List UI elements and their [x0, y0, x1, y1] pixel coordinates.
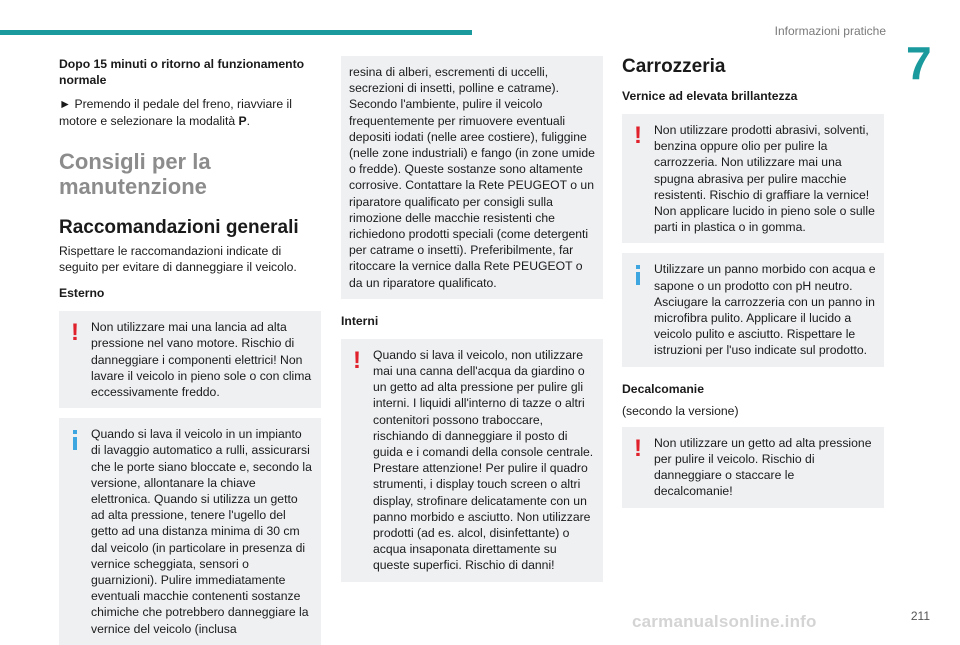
- warning-box-esterno: [59, 311, 321, 408]
- warning-icon: !: [71, 319, 79, 347]
- warning-text: Quando si lava il veicolo, non utilizzare mai una canna dell'acqua da giardino o un getto ad alta pressione per pulire gli interni. I liquidi all'interno di tazze o altri contenitori possono traboccare, rischiando di danneggiare il posto di guida e i comandi della console centrale. Prestare attenzione! Per pulire il quadro strumenti, i display touch screen o altri display, strofinare delicatamente con un panno morbido e asciutto. Non utilizzare prodotti (ad es. alcol, disinfettante) o acqua insaponata direttamente su queste superfici. Rischio di danni!: [373, 347, 594, 573]
- warning-icon: !: [634, 434, 642, 462]
- section-title: Informazioni pratiche: [774, 24, 886, 38]
- warning-text: Non utilizzare un getto ad alta pressione per pulire il veicolo. Rischio di danneggiare o staccare le decalcomanie!: [654, 435, 872, 499]
- after15-mode: P: [238, 113, 247, 128]
- after15-title: Dopo 15 minuti o ritorno al funzionamento normale: [59, 57, 305, 88]
- page-number: 211: [910, 609, 930, 623]
- warning-box-interni: [341, 339, 603, 582]
- decalcomanie-subtitle: (secondo la versione): [622, 403, 739, 418]
- interni-heading: Interni: [341, 313, 379, 328]
- warning-icon: !: [634, 122, 642, 149]
- warning-icon: !: [353, 346, 361, 374]
- warning-text: Non utilizzare prodotti abrasivi, solventi, benzina oppure olio per pulire la carrozzeria. Non utilizzare mai una spugna abrasiva per pulire macchie resistenti. Rischio di graffiare la vernice! Non applicare lucido in pieno sole o sulle parti in plastica o in gomma.: [654, 123, 875, 235]
- info-box-vernice: [622, 253, 884, 366]
- info-icon: [631, 265, 645, 285]
- info-box-continued: [341, 56, 603, 299]
- warning-box-decalcomanie: [622, 427, 884, 508]
- watermark: carmanualsonline.info: [632, 612, 817, 631]
- after15-text-body: ► Premendo il pedale del freno, riavviare il motore e selezionare la modalità: [59, 97, 292, 128]
- raccomandazioni-heading: Raccomandazioni generali: [59, 216, 299, 238]
- warning-text: Non utilizzare mai una lancia ad alta pressione nel vano motore. Rischio di danneggiare i componenti elettrici! Non lavare il veicolo in pieno sole o con clima eccessivamente freddo.: [91, 320, 312, 400]
- info-icon: [68, 430, 82, 450]
- decalcomanie-heading: Decalcomanie: [622, 381, 704, 396]
- column-1: [59, 56, 321, 645]
- esterno-heading: Esterno: [59, 286, 105, 301]
- column-3: [622, 56, 884, 508]
- raccomandazioni-text: Rispettare le raccomandazioni indicate di seguito per evitare di danneggiare il veicolo.: [59, 243, 297, 275]
- chapter-number: 7: [906, 37, 932, 89]
- warning-box-vernice: [622, 114, 884, 243]
- consigli-heading: Consigli per la manutenzione: [59, 148, 211, 199]
- info-text: Utilizzare un panno morbido con acqua e sapone o un prodotto con pH neutro. Asciugare la carrozzeria con un panno in microfibra pulito. Applicare il lucido a veicolo pulito e asciutto. Rispettare le istruzioni per l'uso indicate sul prodotto.: [654, 262, 876, 358]
- continued-text: resina di alberi, escrementi di uccelli, secrezioni di insetti, polline e catrame). Secondo l'ambiente, pulire il veicolo frequentemente per rimuovere eventuali depositi iodati (nelle aree costiere), fuliggine (nelle zone industriali) e fango (in zone umide o fredde). Queste sostanze sono altamente corrosive. Contattare la Rete PEUGEOT o un riparatore qualificato per consigli sulla rimozione delle macchie resistenti che richiedono prodotti speciali (come detergenti per catrame o insetti). Preferibilmente, far ritoccare la vernice dalla Rete PEUGEOT o da un riparatore qualificato.: [349, 65, 595, 290]
- vernice-heading: Vernice ad elevata brillantezza: [622, 89, 798, 103]
- carrozzeria-heading: Carrozzeria: [622, 56, 726, 77]
- after15-text-end: .: [246, 113, 251, 128]
- column-2: [341, 56, 603, 582]
- after15-text: [59, 96, 321, 128]
- info-box-lavaggio: [59, 418, 321, 645]
- info-text: Quando si lava il veicolo in un impianto di lavaggio automatico a rulli, assicurarsi che le porte siano bloccate e, secondo la versione, allontanare la chiave elettronica. Quando si utilizza un getto ad alta pressione, tenere l'ugello del getto ad una distanza minima di 30 cm dal veicolo (in particolare in presenza di vernice scheggiata, sensori o guarnizioni). Pulire immediatamente eventuali macchie contenenti sostanze chimiche che potrebbero danneggiare la vernice del veicolo (inclusa: [91, 427, 312, 636]
- header-accent-bar: [0, 30, 472, 35]
